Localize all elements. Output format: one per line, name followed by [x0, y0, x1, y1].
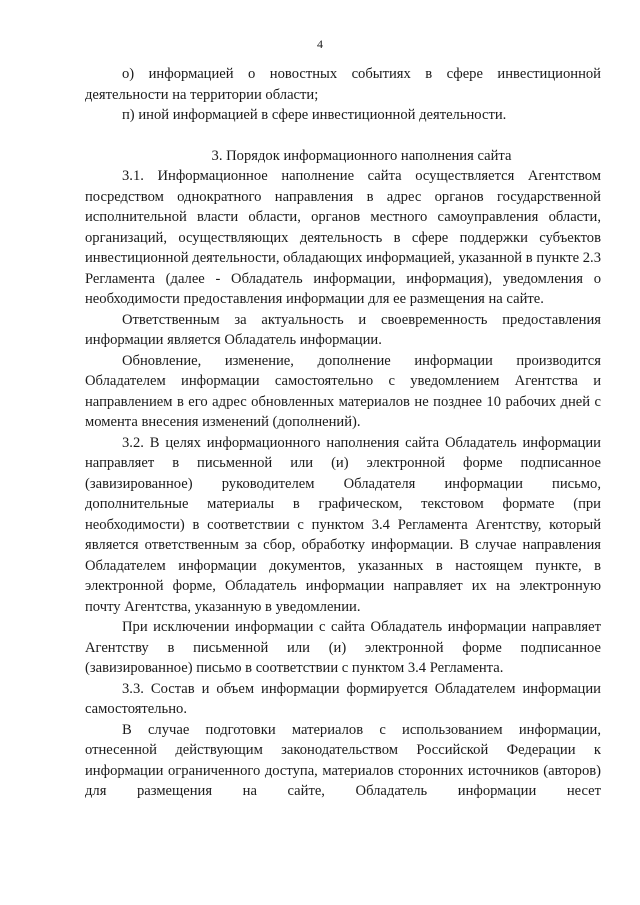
section-heading: 3. Порядок информационного наполнения сайта [211, 147, 512, 164]
paragraph-removal: При исключении информации с сайта Обладатель информации направляет Агентству в письменной или (и) электронной форме подписанное (завизированное) письмо в соответствии с пунктом 3.4 Регламента. [85, 619, 601, 676]
document-body [85, 64, 601, 802]
paragraph-restricted-info: В случае подготовки материалов с использованием информации, отнесенной действующим законодательством Российской Федерации к информации ограниченного доступа, материалов сторонних источников (авторов) для размещения на сайте, Обладатель информации несет [85, 721, 601, 799]
paragraph-3-3: 3.3. Состав и объем информации формируется Обладателем информации самостоятельно. [85, 680, 601, 717]
section-spacer [85, 126, 601, 146]
paragraph-3-2: 3.2. В целях информационного наполнения сайта Обладатель информации направляет в письменной или (и) электронной форме подписанное (завизированное) руководителем Обладателя информации письмо, дополнительные материалы в графическом, текстовом формате (при необходимости) в соответствии с пунктом 3.4 Регламента Агентству, который является ответственным за сбор, обработку информации. В случае направления Обладателем информации документов, указанных в настоящем пункте, в электронной форме, Обладатель информации направляет их на электронную почту Агентства, указанную в уведомлении. [85, 434, 601, 615]
paragraph-item-p: п) иной информацией в сфере инвестиционной деятельности. [122, 107, 507, 123]
paragraph-item-o: о) информацией о новостных событиях в сфере инвестиционной деятельности на территории области; [85, 66, 601, 103]
paragraph-3-1: 3.1. Информационное наполнение сайта осуществляется Агентством посредством однократного направления в адрес органов государственной исполнительной власти области, органов местного самоуправления области, организаций, осуществляющих деятельность в сфере поддержки субъектов инвестиционной деятельности, обладающих информацией, указанной в пункте 2.3 Регламента (далее - Обладатель информации, информация), уведомления о необходимости предоставления информации для ее размещения на сайте. [85, 168, 601, 307]
paragraph-updates: Обновление, изменение, дополнение информации производится Обладателем информации самостоятельно с уведомлением Агентства и направлением в его адрес обновленных материалов не позднее 10 рабочих дней с момента внесения изменений (дополнений). [85, 352, 601, 430]
paragraph-responsibility: Ответственным за актуальность и своевременность предоставления информации является Обладатель информации. [85, 311, 601, 348]
page-number: 4 [317, 37, 323, 51]
